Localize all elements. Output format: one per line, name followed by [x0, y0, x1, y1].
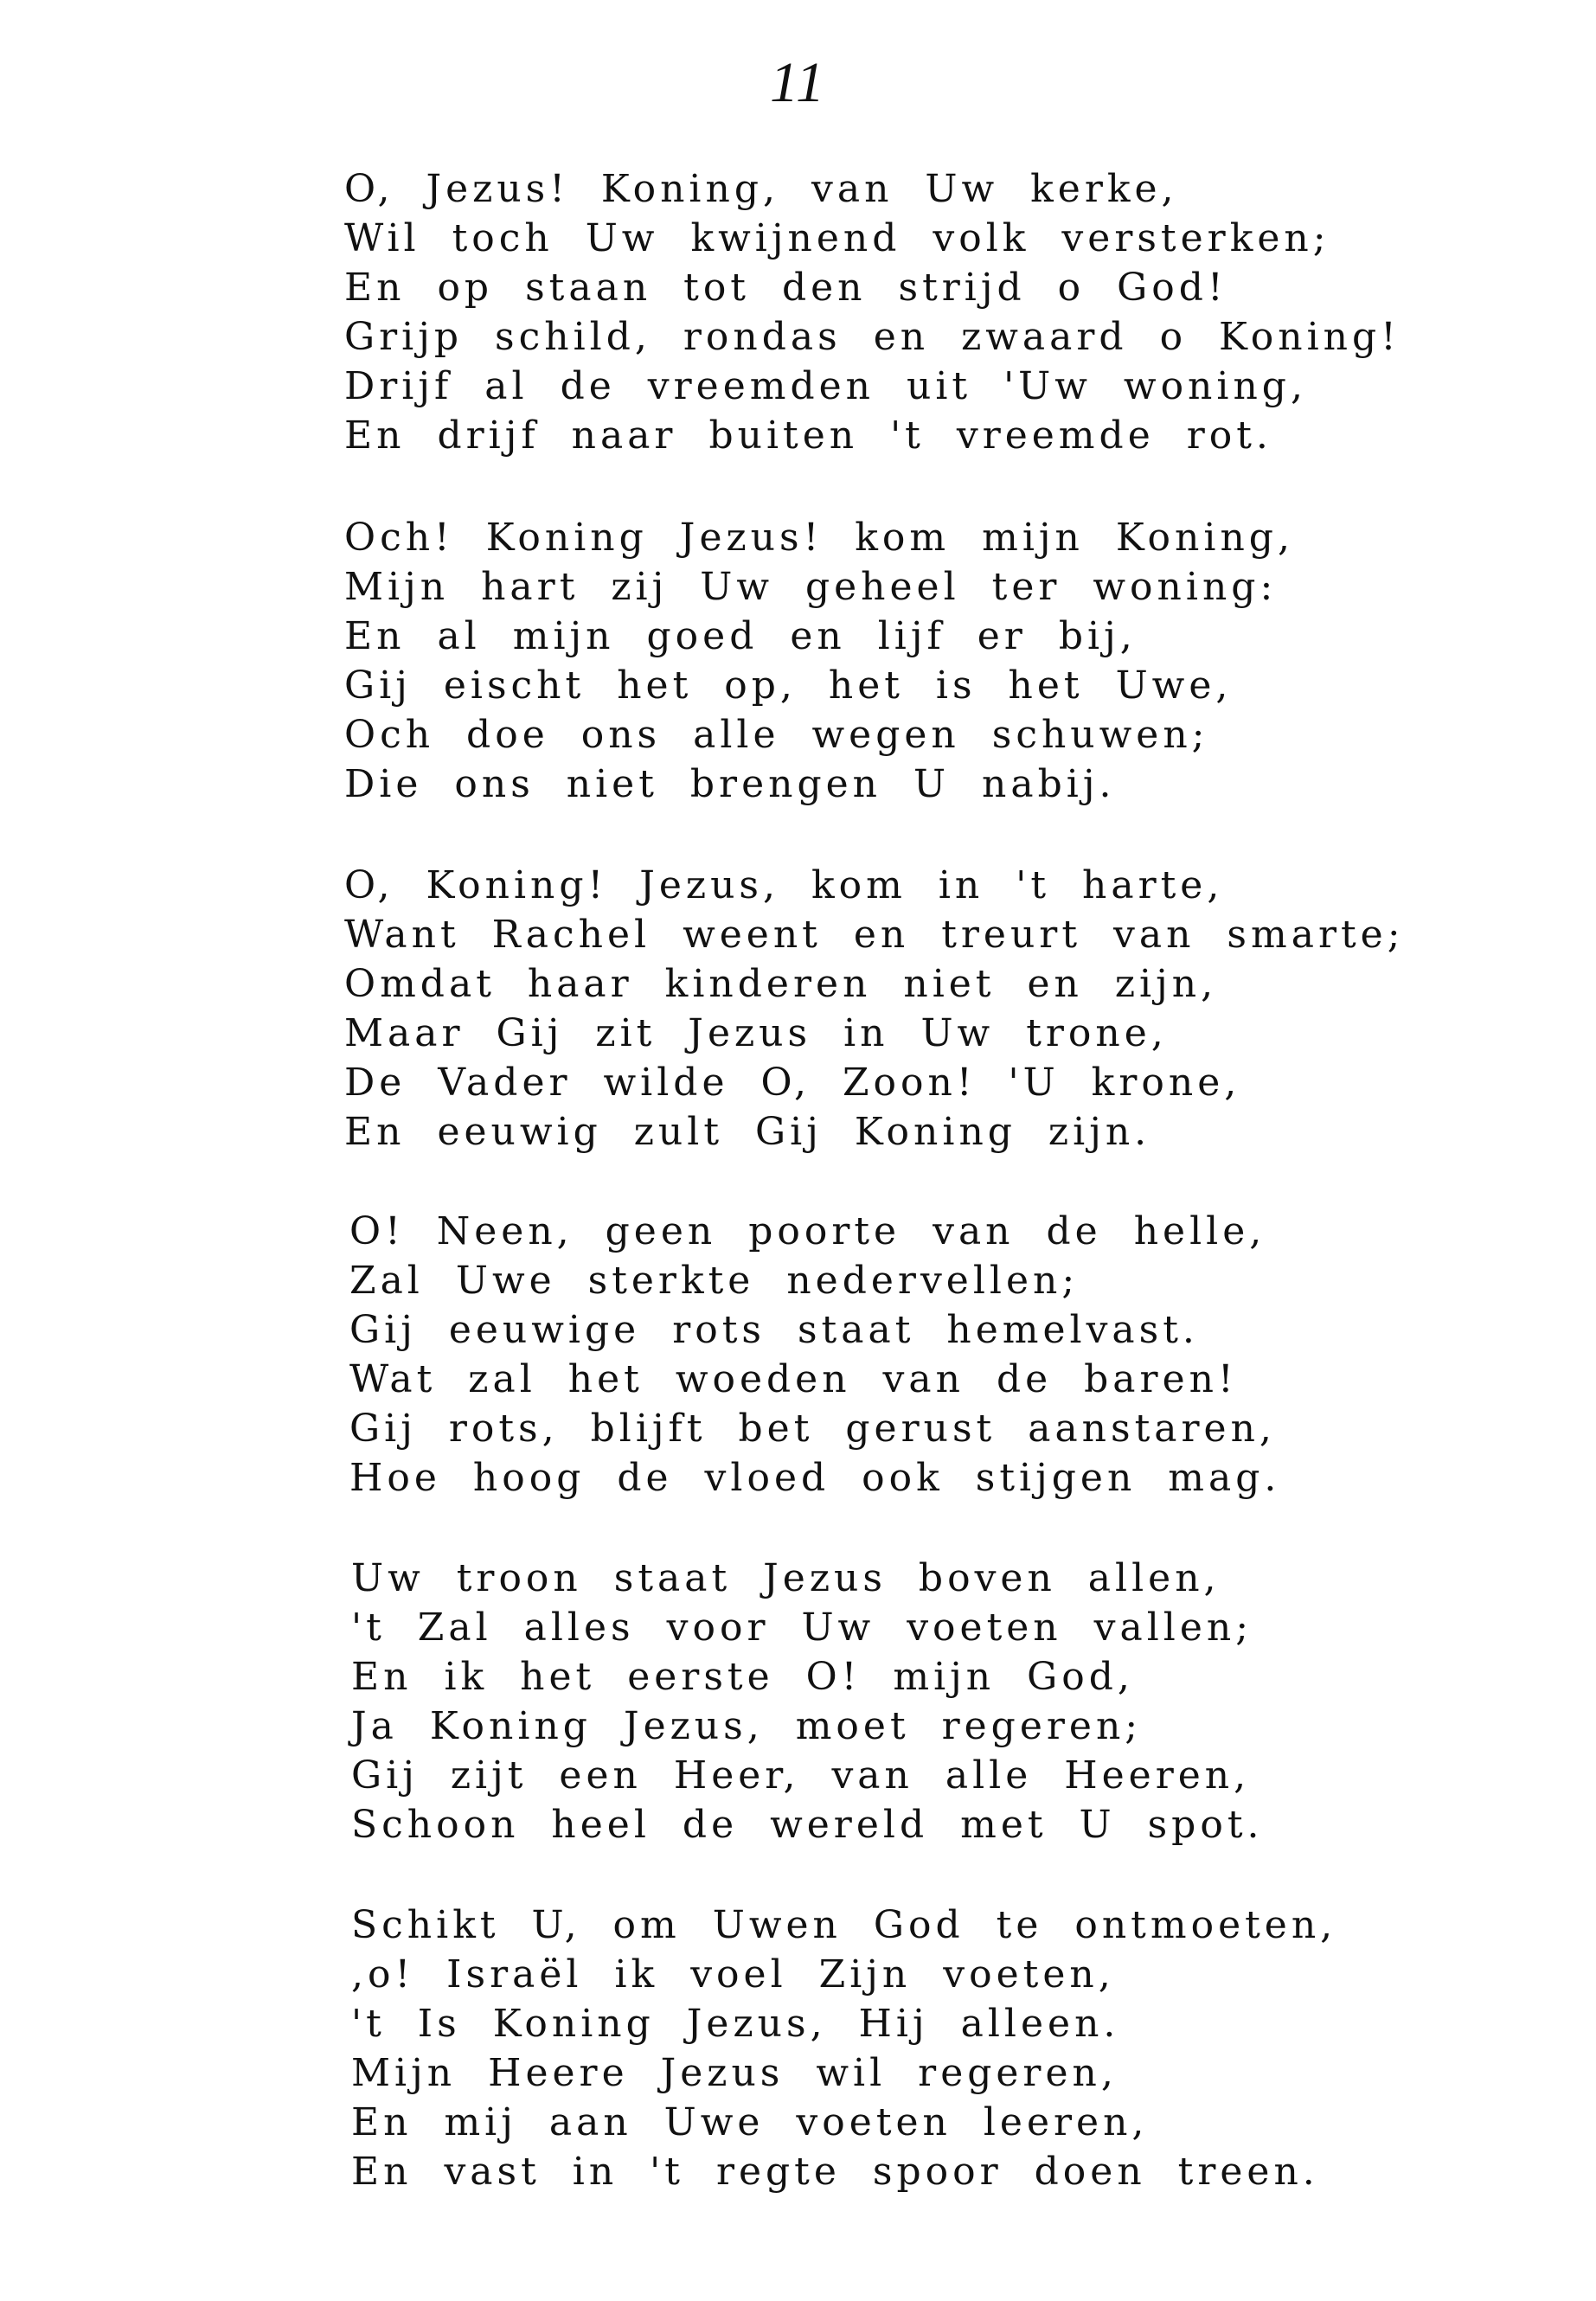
verse-line: Och! Koning Jezus! kom mijn Koning,: [344, 516, 1294, 560]
verse-line: O! Neen, geen poorte van de helle,: [349, 1209, 1266, 1253]
verse-line: En al mijn goed en lijf er bij,: [344, 614, 1137, 658]
verse-line: ,o! Israël ik voel Zijn voeten,: [351, 1952, 1115, 1997]
verse-line: Gij zijt een Heer, van alle Heeren,: [351, 1753, 1251, 1798]
stanza-5: [351, 1554, 1476, 1849]
verse-line: Want Rachel weent en treurt van smarte;: [344, 913, 1405, 957]
verse-line: Schoon heel de wereld met U spot.: [351, 1803, 1264, 1847]
verse-line: Omdat haar kinderen niet en zijn,: [344, 962, 1218, 1006]
page-number: 11: [769, 51, 827, 114]
verse-line: Maar Gij zit Jezus in Uw trone,: [344, 1011, 1168, 1055]
stanza-2: [344, 513, 1469, 809]
verse-line: Wat zal het woeden van de baren!: [349, 1357, 1238, 1401]
verse-line: O, Jezus! Koning, van Uw kerke,: [344, 167, 1178, 211]
verse-line: En ik het eerste O! mijn God,: [351, 1655, 1134, 1699]
verse-line: 't Zal alles voor Uw voeten vallen;: [351, 1606, 1253, 1650]
verse-line: Hoe hoog de vloed ook stijgen mag.: [349, 1456, 1281, 1500]
verse-line: De Vader wilde O, Zoon! 'U krone,: [344, 1061, 1241, 1105]
stanza-6: [351, 1900, 1476, 2196]
verse-line: Mijn Heere Jezus wil regeren,: [351, 2051, 1118, 2095]
verse-line: Ja Koning Jezus, moet regeren;: [351, 1704, 1143, 1748]
stanza-1: [344, 164, 1469, 460]
verse-line: 't Is Koning Jezus, Hij alleen.: [351, 2002, 1120, 2046]
verse-line: Gij rots, blijft bet gerust aanstaren,: [349, 1407, 1276, 1451]
verse-line: En drijf naar buiten 't vreemde rot.: [344, 413, 1272, 458]
verse-line: En vast in 't regte spoor doen treen.: [351, 2150, 1319, 2194]
stanza-3: [344, 861, 1469, 1157]
verse-line: Och doe ons alle wegen schuwen;: [344, 713, 1209, 757]
verse-line: Gij eeuwige rots staat hemelvast.: [349, 1308, 1199, 1352]
stanza-4: [349, 1207, 1474, 1503]
verse-line: En eeuwig zult Gij Koning zijn.: [344, 1110, 1151, 1154]
verse-line: Drijf al de vreemden uit 'Uw woning,: [344, 364, 1307, 408]
verse-line: Mijn hart zij Uw geheel ter woning:: [344, 565, 1278, 609]
verse-line: En mij aan Uwe voeten leeren,: [351, 2100, 1149, 2144]
verse-line: Zal Uwe sterkte nedervellen;: [349, 1259, 1080, 1303]
verse-line: En op staan tot den strijd o God!: [344, 266, 1227, 310]
verse-line: Uw troon staat Jezus boven allen,: [351, 1556, 1221, 1600]
verse-line: Gij eischt het op, het is het Uwe,: [344, 663, 1233, 708]
verse-line: O, Koning! Jezus, kom in 't harte,: [344, 863, 1224, 907]
verse-line: Wil toch Uw kwijnend volk versterken;: [344, 216, 1330, 260]
verse-line: Schikt U, om Uwen God te ontmoeten,: [351, 1903, 1337, 1947]
verse-line: Grijp schild, rondas en zwaard o Koning!: [344, 315, 1401, 359]
verse-line: Die ons niet brengen U nabij.: [344, 762, 1116, 806]
